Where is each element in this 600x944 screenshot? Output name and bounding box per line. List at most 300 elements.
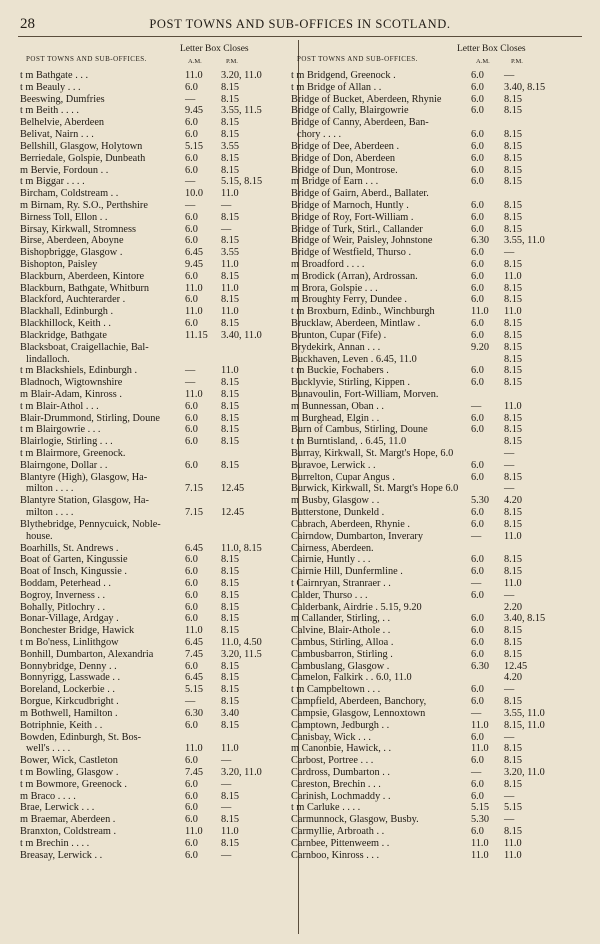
list-item	[20, 342, 300, 354]
entry-pm-time: 5.15	[504, 802, 523, 814]
list-item	[291, 838, 591, 850]
list-item	[291, 82, 591, 94]
entry-pm-time: 8.15	[221, 814, 240, 826]
list-item	[20, 141, 300, 153]
entry-name: m Braco . . . .	[20, 790, 76, 802]
entry-am-time: 6.0	[471, 507, 484, 519]
list-item	[291, 802, 591, 814]
list-item	[20, 543, 300, 555]
entry-name: Blackburn, Bathgate, Whitburn	[20, 282, 150, 294]
entry-name: t m Bridgend, Greenock .	[291, 70, 396, 81]
list-item	[20, 590, 300, 602]
entry-name: Bonchester Bridge, Hawick	[20, 625, 135, 637]
entry-am-time: 6.0	[185, 837, 198, 849]
entry-am-time: 6.0	[471, 129, 484, 141]
list-item	[291, 424, 591, 436]
entry-name: t m Blackshiels, Edinburgh .	[20, 365, 138, 377]
list-item	[291, 94, 591, 106]
list-item	[291, 531, 591, 543]
entry-am-time: 6.0	[185, 400, 198, 412]
entry-name: Cairndow, Dumbarton, Inverary	[291, 530, 424, 542]
list-item	[20, 448, 300, 460]
entry-am-time: 9.20	[471, 341, 490, 353]
entry-am-time: 6.0	[185, 554, 198, 566]
entry-am-time: 6.45	[185, 542, 204, 554]
entry-name: Burray, Kirkwall, St. Margt's Hope, 6.0	[291, 448, 454, 459]
list-item	[291, 271, 591, 283]
list-item	[20, 732, 300, 744]
list-item	[20, 271, 300, 283]
entry-am-time: —	[185, 93, 196, 105]
entry-am-time: 6.0	[471, 424, 484, 436]
entry-name: Bucklyvie, Stirling, Kippen .	[291, 377, 410, 389]
entry-pm-time: 8.15	[221, 400, 240, 412]
entry-pm-time: 8.15	[504, 152, 523, 164]
list-item	[20, 235, 300, 247]
entry-name: Carmunnock, Glasgow, Busby.	[291, 814, 419, 826]
list-item	[20, 424, 300, 436]
list-item	[291, 365, 591, 377]
right-column	[291, 42, 591, 861]
entry-pm-time: 8.15	[504, 507, 523, 519]
entry-name: Brucklaw, Aberdeen, Mintlaw .	[291, 318, 421, 330]
entry-am-time: 5.30	[471, 814, 490, 826]
entry-name: Bonnybridge, Denny . .	[20, 660, 117, 672]
list-item	[20, 838, 300, 850]
entry-name: t m Brechin . . . .	[20, 837, 90, 849]
entry-pm-time: 3.40	[221, 707, 240, 719]
entry-name: milton . . . .	[26, 507, 74, 519]
entry-name: Calvine, Blair-Athole . .	[291, 625, 391, 637]
entry-am-time: 6.0	[471, 684, 484, 696]
list-item	[291, 495, 591, 507]
list-item	[20, 791, 300, 803]
entry-name: Bridge of Canny, Aberdeen, Ban-	[291, 117, 429, 129]
list-item	[20, 554, 300, 566]
entry-name: t m Broxburn, Edinb., Winchburgh	[291, 306, 435, 318]
entry-name: Brydekirk, Annan . . .	[291, 341, 381, 353]
entry-am-time: 6.0	[471, 790, 484, 802]
entry-am-time: 7.45	[185, 766, 204, 778]
entry-name: m Busby, Glasgow . .	[291, 495, 380, 507]
entry-name: Belhelvie, Aberdeen	[20, 117, 105, 129]
entry-name: Bohally, Pitlochry . .	[20, 601, 106, 613]
entry-name: Berriedale, Golspie, Dunbeath	[20, 152, 146, 164]
entry-pm-time: 3.20, 11.0	[221, 766, 262, 778]
entry-am-time: 6.30	[471, 235, 490, 247]
list-item	[20, 495, 300, 507]
entry-am-time: 11.0	[471, 719, 489, 731]
list-item	[20, 602, 300, 614]
entry-am-time: 5.15	[471, 802, 490, 814]
entry-pm-time: 8.15	[221, 566, 240, 578]
entry-am-time: 6.0	[471, 518, 484, 530]
entry-name: Blairngone, Dollar . .	[20, 459, 108, 471]
entry-name: Bridge of Gairn, Aberd., Ballater.	[291, 188, 429, 200]
entry-am-time: 6.0	[471, 377, 484, 389]
entry-name: Bridge of Westfield, Thurso .	[291, 247, 412, 259]
entry-pm-time: 8.15	[504, 329, 523, 341]
entry-am-time: 6.0	[185, 211, 198, 223]
entry-name: t m Bowling, Glasgow .	[20, 766, 119, 778]
entry-pm-time: 8.15	[504, 637, 523, 648]
entry-am-time: 5.30	[471, 495, 490, 507]
entry-name: Bridge of Weir, Paisley, Johnstone	[291, 235, 433, 247]
entry-pm-time: —	[504, 247, 515, 259]
entry-pm-time: 8.15, 11.0	[504, 719, 545, 731]
entry-am-time: 7.45	[185, 648, 204, 660]
entry-name: m Bridge of Earn . . .	[291, 176, 379, 188]
right-column-header-box: Letter Box Closes	[457, 44, 526, 54]
list-item	[20, 625, 300, 637]
entry-pm-time: 11.0	[504, 849, 522, 861]
entry-am-time: 6.0	[471, 637, 484, 648]
entry-name: Carmyllie, Arbroath . .	[291, 826, 385, 837]
entry-pm-time: 8.15	[504, 105, 523, 117]
entry-am-time: 6.0	[185, 566, 198, 578]
entry-pm-time: 11.0	[504, 530, 522, 542]
list-item	[291, 672, 591, 684]
list-item	[291, 200, 591, 212]
list-item	[291, 590, 591, 602]
entry-pm-time: 8.15	[504, 826, 523, 837]
list-item	[291, 507, 591, 519]
list-item	[291, 377, 591, 389]
entry-am-time: 6.0	[471, 778, 484, 790]
entry-pm-time: —	[504, 790, 515, 802]
entry-am-time: 6.0	[185, 223, 198, 235]
entry-pm-time: 8.15	[504, 211, 523, 223]
list-item	[291, 283, 591, 295]
entry-am-time: 11.15	[185, 329, 208, 341]
list-item	[20, 354, 300, 366]
entry-am-time: 6.0	[185, 436, 198, 448]
list-item	[20, 661, 300, 673]
entry-pm-time: 8.15	[504, 778, 523, 790]
entry-pm-time: 8.15	[221, 211, 240, 223]
entry-name: Cairnie Hill, Dunfermline .	[291, 566, 403, 578]
entry-am-time: —	[185, 365, 196, 377]
entry-pm-time: —	[221, 199, 232, 211]
entry-am-time: —	[185, 377, 196, 389]
entry-pm-time: 8.15	[221, 152, 240, 164]
entry-pm-time: —	[221, 223, 232, 235]
list-item	[20, 460, 300, 472]
entry-pm-time: —	[504, 684, 515, 696]
list-item	[291, 661, 591, 673]
entry-am-time: 9.45	[185, 105, 204, 117]
entry-pm-time: 8.15	[504, 625, 523, 637]
entry-name: Bonhill, Dumbarton, Alexandria	[20, 648, 154, 660]
entry-am-time: —	[185, 176, 196, 188]
entry-am-time: 6.0	[471, 282, 484, 294]
entry-am-time: 6.0	[471, 755, 484, 767]
entry-am-time: 10.0	[185, 188, 204, 200]
entry-pm-time: 3.55, 11.0	[504, 235, 545, 247]
list-item	[291, 224, 591, 236]
entry-am-time: 6.0	[471, 70, 484, 81]
entry-name: Camelon, Falkirk . . 6.0, 11.0	[291, 672, 412, 684]
entry-name: t m Blairmore, Greenock.	[20, 448, 126, 459]
entry-am-time: 11.0	[471, 837, 489, 849]
entry-name: Botriphnie, Keith . .	[20, 719, 103, 731]
list-item	[291, 212, 591, 224]
entry-am-time: 6.45	[185, 247, 204, 259]
entry-name: Blairlogie, Stirling . . .	[20, 436, 113, 448]
list-item	[20, 696, 300, 708]
entry-am-time: 6.0	[471, 247, 484, 259]
entry-name: Campfield, Aberdeen, Banchory,	[291, 696, 427, 708]
entry-name: Bonar-Village, Ardgay .	[20, 613, 119, 625]
list-item	[20, 779, 300, 791]
list-item	[20, 613, 300, 625]
entry-am-time: 6.0	[471, 105, 484, 117]
entry-am-time: 6.0	[471, 554, 484, 566]
entry-name: m Callander, Stirling, . .	[291, 613, 391, 625]
entry-pm-time: 5.15, 8.15	[221, 176, 263, 188]
entry-am-time: 6.0	[185, 129, 198, 141]
list-item	[291, 554, 591, 566]
entry-name: Brunton, Cupar (Fife) .	[291, 329, 387, 341]
list-item	[291, 389, 591, 401]
entry-pm-time: 8.15	[221, 318, 240, 330]
list-item	[291, 696, 591, 708]
entry-pm-time: 8.15	[504, 518, 523, 530]
entry-am-time: 6.0	[185, 152, 198, 164]
entry-am-time: 6.45	[185, 637, 204, 648]
list-item	[20, 105, 300, 117]
entry-pm-time: 11.0	[504, 306, 522, 318]
entry-am-time: 6.0	[471, 294, 484, 306]
entry-am-time: 11.0	[471, 849, 489, 861]
entry-pm-time: 8.15	[221, 117, 240, 129]
list-item	[20, 247, 300, 259]
right-column-header	[291, 42, 591, 70]
entry-name: t m Campbeltown . . .	[291, 684, 381, 696]
list-item	[20, 802, 300, 814]
list-item	[20, 283, 300, 295]
entry-am-time: 6.0	[471, 589, 484, 601]
list-item	[291, 472, 591, 484]
entry-name: t m Carluke . . . .	[291, 802, 361, 814]
entry-am-time: 6.0	[185, 424, 198, 436]
entry-name: m Canonbie, Hawick, . .	[291, 743, 392, 755]
entry-pm-time: 8.15	[504, 436, 523, 448]
entry-am-time: 6.0	[185, 294, 198, 306]
entry-name: t m Beith . . . .	[20, 105, 79, 117]
entry-am-time: 6.0	[185, 719, 198, 731]
entry-am-time: 6.0	[185, 235, 198, 247]
list-item	[20, 566, 300, 578]
entry-name: Bridge of Roy, Fort-William .	[291, 211, 414, 223]
entry-am-time: 6.30	[185, 707, 204, 719]
entry-pm-time: 3.55	[221, 140, 240, 152]
entry-pm-time: 8.15	[504, 648, 523, 660]
entry-name: t Cairnryan, Stranraer . .	[291, 577, 391, 589]
list-item	[20, 188, 300, 200]
entry-name: Carbost, Portree . . .	[291, 755, 374, 767]
entry-name: Carinish, Lochmaddy . .	[291, 790, 391, 802]
entry-pm-time: 11.0	[221, 282, 239, 294]
entry-name: lindalloch.	[26, 353, 70, 365]
list-item	[20, 176, 300, 188]
entry-name: m Brora, Golspie . . .	[291, 282, 378, 294]
list-item	[20, 318, 300, 330]
entry-pm-time: 8.15	[221, 684, 240, 696]
list-item	[291, 519, 591, 531]
entry-name: t m Burntisland, . 6.45, 11.0	[291, 436, 407, 448]
list-item	[291, 117, 591, 129]
entry-pm-time: 2.20	[504, 601, 523, 613]
entry-pm-time: 8.15	[504, 554, 523, 566]
entry-name: Boat of Garten, Kingussie	[20, 554, 128, 566]
entry-name: Blackburn, Aberdeen, Kintore	[20, 270, 145, 282]
list-item	[291, 743, 591, 755]
entry-pm-time: —	[504, 459, 515, 471]
entry-pm-time: 8.15	[221, 554, 240, 566]
entry-pm-time: 8.15	[504, 424, 523, 436]
list-item	[20, 165, 300, 177]
list-item	[291, 413, 591, 425]
entry-am-time: 6.0	[471, 613, 484, 625]
entry-name: t m Buckie, Fochabers .	[291, 365, 389, 377]
entry-am-time: 6.45	[185, 672, 204, 684]
entry-am-time: 6.0	[185, 802, 198, 814]
left-column-header-am: A.M.	[188, 58, 202, 65]
list-item	[20, 200, 300, 212]
entry-name: Cambus, Stirling, Alloa .	[291, 637, 394, 648]
entry-pm-time: 3.40, 8.15	[504, 81, 546, 93]
entry-am-time: 6.0	[471, 648, 484, 660]
entry-pm-time: 8.15	[221, 235, 240, 247]
entry-name: Bridge of Dun, Montrose.	[291, 164, 398, 176]
list-item	[291, 153, 591, 165]
entry-pm-time: —	[504, 70, 515, 81]
entry-name: Blacksboat, Craigellachie, Bal-	[20, 341, 149, 353]
entry-am-time: 11.0	[185, 282, 203, 294]
entry-name: Bogroy, Inverness . .	[20, 589, 106, 601]
entry-pm-time: 11.0	[221, 306, 239, 318]
entry-name: t m Bridge of Allan . .	[291, 81, 382, 93]
list-item	[291, 235, 591, 247]
list-item	[291, 129, 591, 141]
entry-pm-time: 8.15	[504, 755, 523, 767]
list-item	[20, 578, 300, 590]
entry-am-time: 6.0	[471, 93, 484, 105]
entry-pm-time: 8.15	[221, 790, 240, 802]
entry-am-time: 6.0	[185, 318, 198, 330]
entry-name: Burrelton, Cupar Angus .	[291, 471, 395, 483]
list-item	[291, 188, 591, 200]
entry-pm-time: 8.15	[221, 696, 240, 708]
entry-name: Bridge of Cally, Blairgowrie	[291, 105, 409, 117]
list-item	[291, 70, 591, 82]
list-item	[20, 755, 300, 767]
entry-name: Cabrach, Aberdeen, Rhynie .	[291, 518, 410, 530]
entry-am-time: 11.0	[185, 625, 203, 637]
entry-pm-time: —	[221, 802, 232, 814]
entry-pm-time: 8.15	[221, 270, 240, 282]
entry-name: Bunavoulin, Fort-William, Morven.	[291, 388, 439, 400]
entry-pm-time: —	[504, 483, 515, 495]
list-item	[20, 637, 300, 649]
entry-pm-time: 8.15	[221, 436, 240, 448]
entry-am-time: 6.0	[185, 778, 198, 790]
entry-pm-time: 8.15	[221, 412, 240, 424]
list-item	[20, 377, 300, 389]
entry-pm-time: 11.0, 4.50	[221, 637, 262, 648]
entry-name: Bellshill, Glasgow, Holytown	[20, 140, 143, 152]
entry-name: Birsay, Kirkwall, Stromness	[20, 223, 137, 235]
entry-am-time: 6.0	[185, 849, 198, 861]
entry-pm-time: —	[504, 731, 515, 743]
list-item	[291, 708, 591, 720]
entry-am-time: 6.0	[185, 613, 198, 625]
entry-pm-time: 11.0	[221, 259, 239, 270]
list-item	[20, 294, 300, 306]
list-item	[20, 70, 300, 82]
left-column-header-pm: P.M.	[226, 58, 238, 65]
entry-pm-time: 8.15	[221, 837, 240, 849]
entry-pm-time: 8.15	[504, 377, 523, 389]
list-item	[20, 306, 300, 318]
list-item	[20, 483, 300, 495]
right-entry-list	[291, 70, 591, 861]
entry-name: Bridge of Dee, Aberdeen .	[291, 140, 400, 152]
entry-pm-time: 8.15	[221, 294, 240, 306]
entry-pm-time: 3.55, 11.0	[504, 707, 545, 719]
entry-pm-time: —	[221, 755, 232, 767]
entry-name: Canisbay, Wick . . .	[291, 731, 371, 743]
entry-am-time: 6.0	[471, 223, 484, 235]
entry-name: Blythebridge, Pennycuick, Noble-	[20, 518, 161, 530]
list-item	[20, 472, 300, 484]
left-entry-list	[20, 70, 300, 861]
list-item	[291, 176, 591, 188]
list-item	[20, 436, 300, 448]
entry-name: t m Bathgate . . .	[20, 70, 89, 81]
list-item	[20, 720, 300, 732]
entry-name: chory . . . .	[297, 129, 342, 141]
entry-am-time: 6.0	[185, 270, 198, 282]
list-item	[20, 259, 300, 271]
entry-pm-time: 8.15	[221, 129, 240, 141]
entry-name: Blair-Drummond, Stirling, Doune	[20, 412, 160, 424]
list-item	[291, 720, 591, 732]
list-item	[291, 578, 591, 590]
left-column	[20, 42, 300, 861]
list-item	[291, 543, 591, 555]
entry-name: Blackridge, Bathgate	[20, 329, 107, 341]
list-item	[20, 684, 300, 696]
list-item	[291, 105, 591, 117]
entry-am-time: 6.0	[471, 176, 484, 188]
list-item	[20, 743, 300, 755]
entry-pm-time: 8.15	[504, 412, 523, 424]
list-item	[291, 259, 591, 271]
entry-name: Belivat, Nairn . . .	[20, 129, 94, 141]
list-item	[20, 826, 300, 838]
entry-name: Campsie, Glasgow, Lennoxtown	[291, 707, 426, 719]
entry-am-time: 11.0	[185, 70, 203, 81]
entry-pm-time: 11.0	[504, 837, 522, 849]
entry-name: Bridge of Don, Aberdeen	[291, 152, 396, 164]
entry-name: Burwick, Kirkwall, St. Margt's Hope 6.0	[291, 483, 459, 495]
list-item	[291, 613, 591, 625]
entry-pm-time: 3.55, 11.5	[221, 105, 262, 117]
entry-name: Blackhall, Edinburgh .	[20, 306, 114, 318]
entry-name: well's . . . .	[26, 743, 71, 755]
